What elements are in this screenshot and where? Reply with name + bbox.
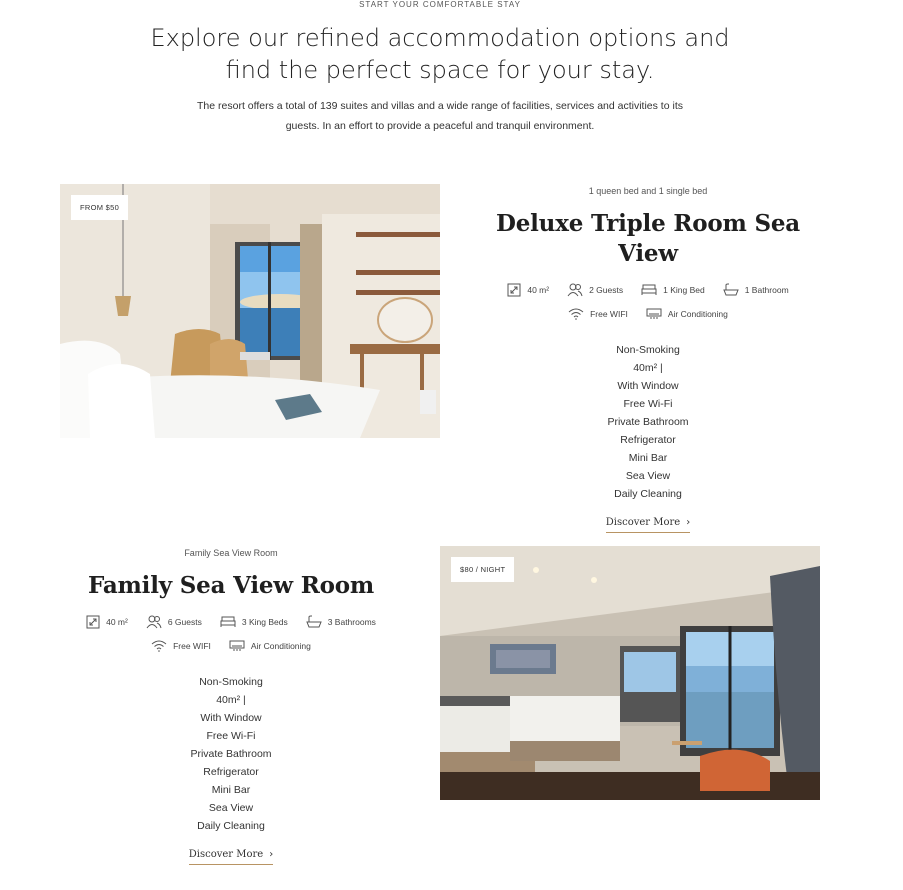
- room-card-family-sea-view: [50, 546, 412, 865]
- feature-label: 40 m²: [106, 617, 128, 627]
- room-features-primary: [468, 281, 828, 299]
- room-photo-deluxe-triple[interactable]: [60, 184, 440, 438]
- bed-icon: [220, 616, 236, 628]
- amenity-item: With Window: [200, 712, 262, 724]
- feature-label: 40 m²: [527, 285, 550, 295]
- amenity-item: Non-Smoking: [616, 344, 680, 356]
- room-features-primary: [50, 613, 412, 631]
- bed-icon: [641, 284, 657, 296]
- price-tag: FROM $50: [71, 195, 128, 220]
- feature-guests: [146, 615, 202, 629]
- room-features-secondary: [468, 305, 828, 323]
- amenity-item: Daily Cleaning: [197, 820, 265, 832]
- bathtub-icon: [306, 615, 322, 629]
- feature-air-conditioning: [646, 308, 728, 320]
- intro-line-2: guests. In an effort to provide a peaceful and tranquil environment.: [285, 120, 595, 132]
- guests-icon: [567, 283, 583, 297]
- room-photo-illustration: [440, 546, 820, 800]
- bed-configuration: Family Sea View Room: [184, 548, 278, 558]
- page-headline: [0, 22, 880, 86]
- room-photo-illustration: [60, 184, 440, 438]
- feature-wifi: [151, 640, 211, 652]
- feature-area: [86, 615, 128, 629]
- room-title[interactable]: Family Sea View Room: [87, 572, 375, 599]
- area-icon: [507, 283, 521, 297]
- guests-icon: [146, 615, 162, 629]
- amenity-item: Private Bathroom: [607, 416, 689, 428]
- room-title[interactable]: Deluxe Triple Room Sea View: [495, 210, 801, 267]
- air-conditioning-icon: [229, 640, 245, 652]
- feature-label: 3 King Beds: [241, 617, 288, 627]
- feature-bathrooms: [723, 283, 789, 297]
- feature-beds: [641, 284, 705, 296]
- amenity-item: Refrigerator: [620, 434, 676, 446]
- amenity-item: With Window: [617, 380, 679, 392]
- discover-more-link[interactable]: [606, 517, 690, 533]
- feature-label: Free WIFI: [590, 309, 628, 319]
- amenity-item: Private Bathroom: [190, 748, 272, 760]
- discover-more-label: Discover More: [605, 517, 681, 528]
- bed-configuration: 1 queen bed and 1 single bed: [588, 186, 708, 196]
- chevron-right-icon: ›: [686, 517, 691, 528]
- wifi-icon: [151, 640, 167, 652]
- room-features-secondary: [50, 637, 412, 655]
- discover-more-link[interactable]: [189, 849, 273, 865]
- feature-label: 3 Bathrooms: [327, 617, 376, 627]
- bathtub-icon: [723, 283, 739, 297]
- intro-line-1: The resort offers a total of 139 suites and villas and a wide range of facilities, services and activities to its: [197, 100, 683, 112]
- amenity-item: Refrigerator: [203, 766, 259, 778]
- amenity-item: Mini Bar: [628, 452, 668, 464]
- feature-wifi: [568, 308, 628, 320]
- price-tag: $80 / NIGHT: [451, 557, 514, 582]
- feature-label: Air Conditioning: [667, 309, 728, 319]
- intro-text: [180, 96, 700, 136]
- feature-label: Free WIFI: [173, 641, 211, 651]
- feature-area: [507, 283, 549, 297]
- amenity-item: 40m² |: [216, 694, 246, 706]
- feature-label: Air Conditioning: [250, 641, 311, 651]
- feature-label: 6 Guests: [167, 617, 202, 627]
- amenity-item: Non-Smoking: [199, 676, 263, 688]
- headline-line-1: Explore our refined accommodation options and: [150, 24, 730, 52]
- chevron-right-icon: ›: [269, 849, 274, 860]
- amenity-item: Daily Cleaning: [614, 488, 682, 500]
- discover-more-label: Discover More: [188, 849, 264, 860]
- feature-bathrooms: [306, 615, 376, 629]
- amenity-item: Free Wi-Fi: [623, 398, 673, 410]
- amenity-item: Sea View: [625, 470, 671, 482]
- air-conditioning-icon: [646, 308, 662, 320]
- room-photo-family-sea-view[interactable]: [440, 546, 820, 800]
- feature-label: 1 King Bed: [663, 285, 705, 295]
- amenity-item: 40m² |: [633, 362, 663, 374]
- area-icon: [86, 615, 100, 629]
- amenity-item: Free Wi-Fi: [206, 730, 256, 742]
- feature-beds: [220, 616, 288, 628]
- wifi-icon: [568, 308, 584, 320]
- amenity-list: [468, 341, 828, 503]
- headline-line-2: find the perfect space for your stay.: [225, 56, 655, 84]
- amenity-item: Mini Bar: [211, 784, 251, 796]
- section-eyebrow: START YOUR COMFORTABLE STAY: [359, 0, 521, 9]
- amenity-item: Sea View: [208, 802, 254, 814]
- feature-label: 2 Guests: [589, 285, 624, 295]
- feature-guests: [567, 283, 623, 297]
- feature-label: 1 Bathroom: [744, 285, 789, 295]
- room-card-deluxe-triple: [468, 184, 828, 533]
- feature-air-conditioning: [229, 640, 311, 652]
- amenity-list: [50, 673, 412, 835]
